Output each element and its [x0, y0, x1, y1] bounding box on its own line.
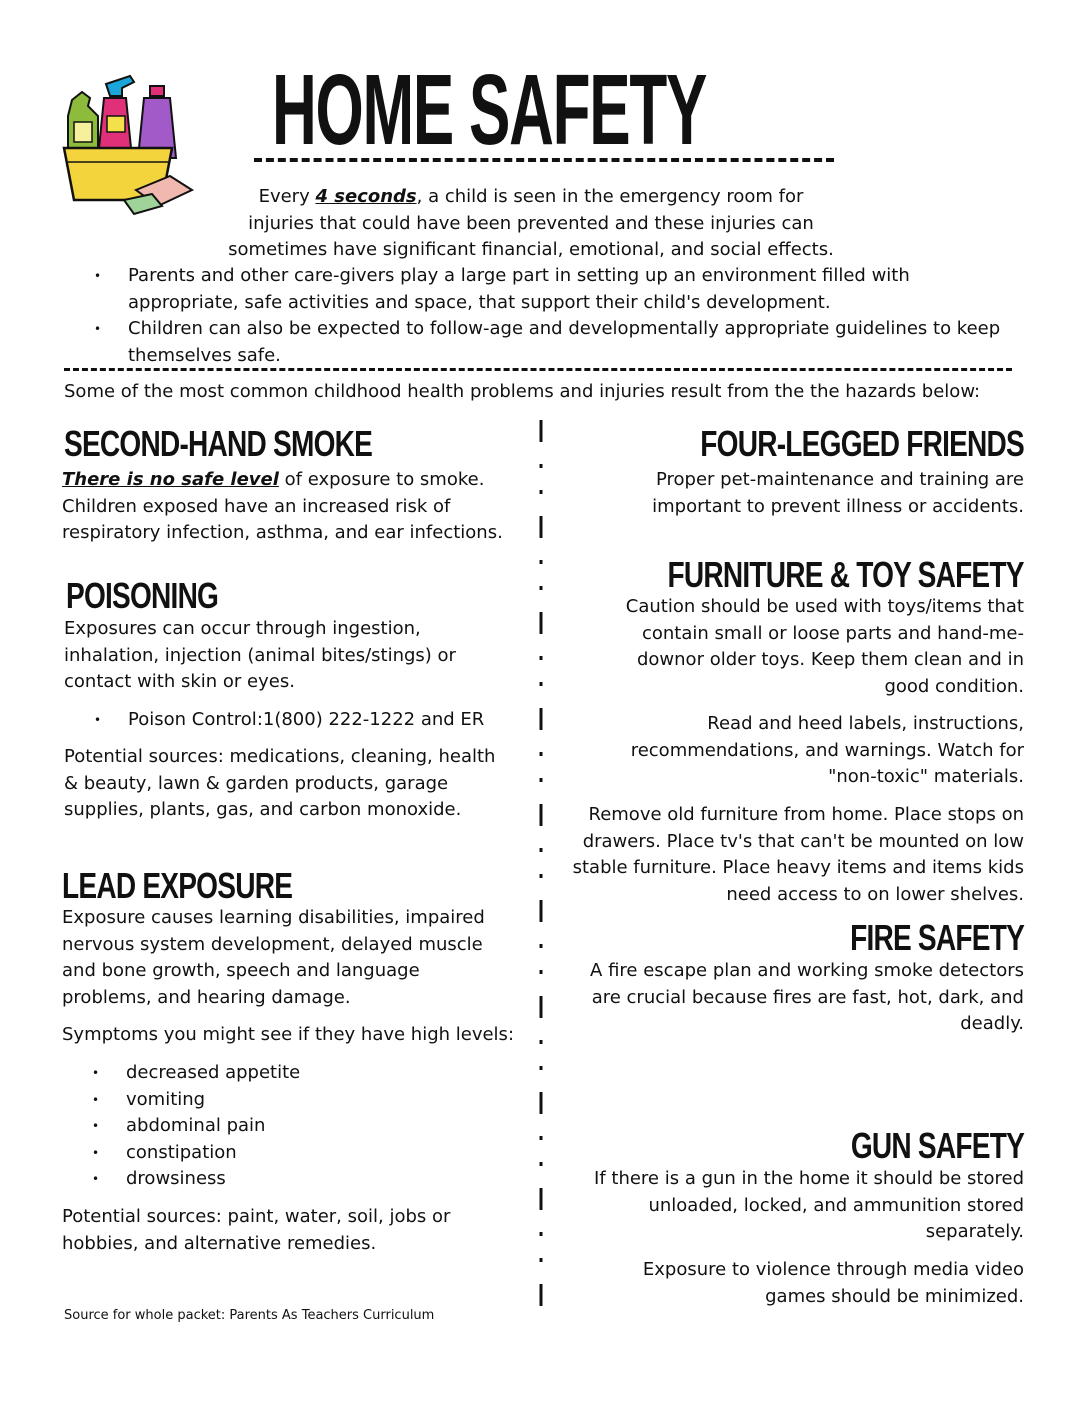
poisoning-sources: Potential sources: medications, cleaning, health & beauty, lawn & garden products, garage supplies, plants, gas, and carbon monoxide.	[64, 746, 496, 820]
list-item: • drowsiness	[62, 1166, 462, 1193]
intro-emphasis: 4 seconds	[315, 186, 417, 207]
second-hand-smoke-heading: SECOND-HAND SMOKE	[64, 423, 373, 464]
lead-sources: Potential sources: paint, water, soil, jobs or hobbies, and alternative remedies.	[62, 1206, 451, 1254]
top-bullet-list	[64, 263, 1024, 369]
poisoning-text: Exposures can occur through ingestion, inhalation, injection (animal bites/stings) or contact with skin or eyes.	[64, 618, 456, 692]
list-item: • Children can also be expected to follow-age and developmentally appropriate guidelines to keep themselves safe.	[64, 316, 1024, 369]
list-item: • Poison Control:1(800) 222-1222 and ER	[64, 707, 514, 734]
four-legged-friends-text: Proper pet-maintenance and training are important to prevent illness or accidents.	[652, 469, 1024, 517]
smoke-body: of exposure to smoke. Children exposed have an increased risk of respiratory infection, asthma, and ear infections.	[62, 469, 503, 543]
lead-symptoms-list	[62, 1060, 462, 1193]
lead-exposure-text: Exposure causes learning disabilities, impaired nervous system development, delayed muscle and bone growth, speech and language problems, and hearing damage.	[62, 907, 485, 1008]
intro-suffix: , a child is seen in the emergency room for injuries that could have been prevented and these injuries can sometimes have significant financial, emotional, and social effects.	[228, 186, 834, 260]
list-item: • decreased appetite	[62, 1060, 462, 1087]
section-divider	[64, 368, 1012, 371]
smoke-emphasis: There is no safe level	[62, 469, 279, 490]
poisoning-heading: POISONING	[66, 575, 219, 616]
intro-paragraph	[226, 184, 836, 264]
column-divider	[539, 420, 543, 1320]
hazards-lead-in: Some of the most common childhood health problems and injuries result from the the hazards below:	[64, 381, 981, 402]
furniture-text-2: Read and heed labels, instructions, recommendations, and warnings. Watch for "non-toxic" materials.	[630, 713, 1024, 787]
fire-safety-text: A fire escape plan and working smoke detectors are crucial because fires are fast, hot, dark, and deadly.	[590, 960, 1024, 1034]
lead-exposure-heading: LEAD EXPOSURE	[62, 865, 293, 906]
gun-safety-heading: GUN SAFETY	[850, 1125, 1024, 1166]
cleaning-supplies-illustration	[60, 62, 196, 218]
intro-prefix: Every	[258, 186, 316, 207]
title-divider	[254, 158, 834, 162]
page-title: HOME SAFETY	[272, 54, 707, 166]
gun-safety-text-2: Exposure to violence through media video games should be minimized.	[642, 1259, 1024, 1307]
furniture-text-1: Caution should be used with toys/items that contain small or loose parts and hand-me-downor older toys. Keep them clean and in good condition.	[625, 596, 1024, 697]
poisoning-bullet-list	[64, 707, 514, 734]
fire-safety-heading: FIRE SAFETY	[850, 917, 1024, 958]
list-item: • constipation	[62, 1140, 462, 1167]
gun-safety-text-1: If there is a gun in the home it should be stored unloaded, locked, and ammunition stored separately.	[594, 1168, 1024, 1242]
list-item: • Parents and other care-givers play a large part in setting up an environment filled with appropriate, safe activities and space, that support their child's development.	[64, 263, 1024, 316]
list-item: • abdominal pain	[62, 1113, 462, 1140]
second-hand-smoke-text	[62, 467, 512, 547]
list-item: • vomiting	[62, 1087, 462, 1114]
lead-symptoms-intro: Symptoms you might see if they have high levels:	[62, 1024, 515, 1045]
furniture-toy-safety-heading: FURNITURE & TOY SAFETY	[667, 554, 1024, 595]
source-note: Source for whole packet: Parents As Teachers Curriculum	[64, 1308, 435, 1323]
four-legged-friends-heading: FOUR-LEGGED FRIENDS	[700, 423, 1024, 464]
furniture-text-3: Remove old furniture from home. Place stops on drawers. Place tv's that can't be mounted on low stable furniture. Place heavy items and items kids need access to on lower shelves.	[572, 804, 1024, 905]
